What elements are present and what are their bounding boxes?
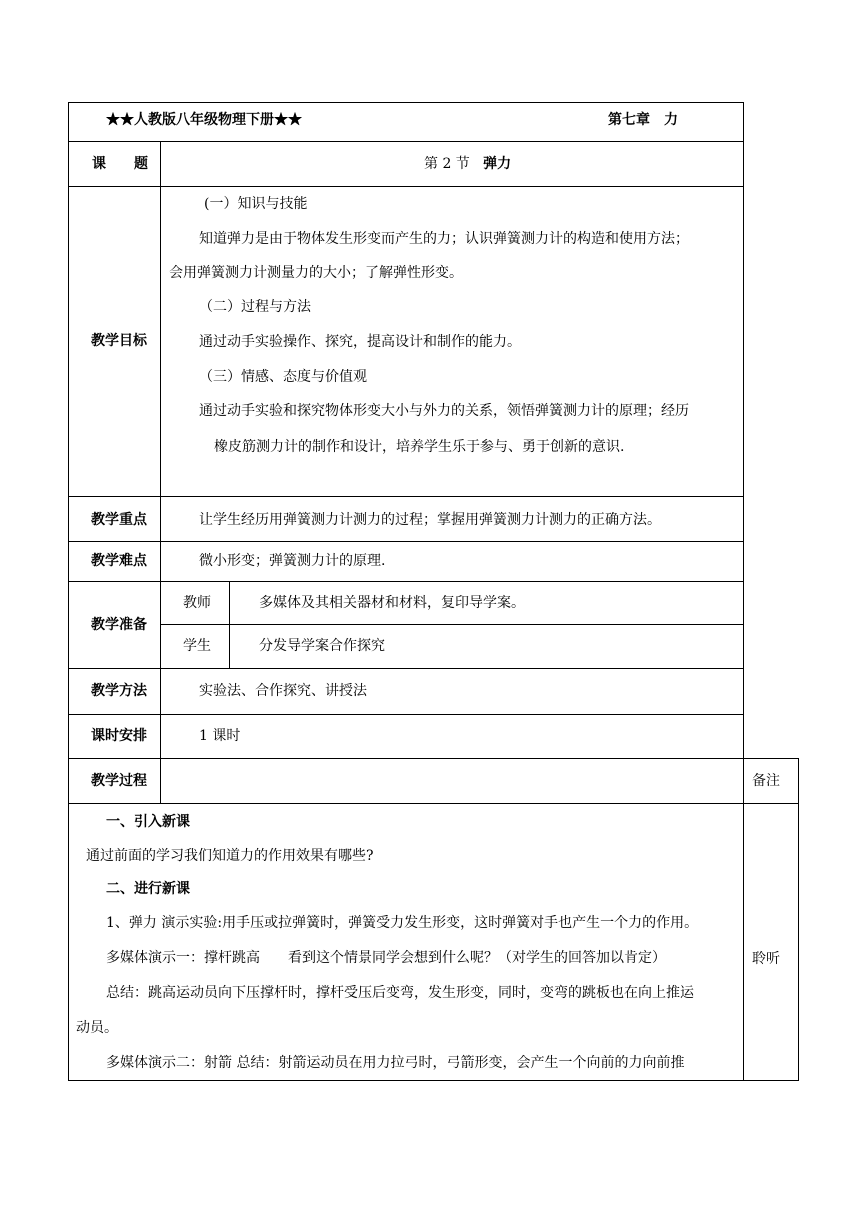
teacher-label: 教师 (183, 595, 211, 611)
grid-line (68, 803, 799, 804)
objectives-text: 橡皮筋测力计的制作和设计，培养学生乐于参与、勇于创新的意识. (214, 439, 625, 455)
objectives-text: 通过动手实验和探究物体形变大小与外力的关系，领悟弹簧测力计的原理；经历 (199, 403, 689, 419)
schedule-value: 1 课时 (199, 728, 241, 744)
grid-line (68, 102, 744, 103)
section-number: 第 2 节 (424, 156, 470, 172)
objectives-heading-2: （二）过程与方法 (199, 299, 311, 315)
topic-label: 课 题 (92, 156, 148, 172)
key-points-label: 教学重点 (91, 512, 147, 528)
document-title: ★★人教版八年级物理下册★★ (106, 112, 302, 128)
process-text: 通过前面的学习我们知道力的作用效果有哪些? (86, 848, 374, 864)
methods-label: 教学方法 (91, 683, 147, 699)
grid-line (68, 102, 69, 1081)
grid-line (229, 581, 230, 668)
process-label: 教学过程 (91, 773, 147, 789)
notes-label: 备注 (752, 773, 780, 789)
grid-line (68, 496, 744, 497)
process-text: 多媒体演示二：射箭 总结：射箭运动员在用力拉弓时，弓箭形变，会产生一个向前的力向前推 (106, 1055, 685, 1071)
section-title: 弹力 (483, 156, 512, 172)
difficulties-value: 微小形变；弹簧测力计的原理. (199, 553, 386, 569)
key-points-value: 让学生经历用弹簧测力计测力的过程；掌握用弹簧测力计测力的正确方法。 (199, 512, 661, 528)
grid-line (160, 141, 161, 803)
grid-line (68, 141, 744, 142)
grid-line (160, 624, 744, 625)
grid-line (68, 541, 744, 542)
objectives-text: 知道弹力是由于物体发生形变而产生的力；认识弹簧测力计的构造和使用方法； (199, 231, 689, 247)
notes-value: 聆听 (752, 951, 780, 967)
section-heading: 二、进行新课 (106, 881, 190, 897)
grid-line (68, 186, 744, 187)
objectives-heading-3: （三）情感、态度与价值观 (199, 369, 367, 385)
objectives-text: 通过动手实验操作、探究，提高设计和制作的能力。 (199, 334, 521, 350)
objectives-text: 会用弹簧测力计测量力的大小；了解弹性形变。 (169, 265, 463, 281)
grid-line (798, 758, 799, 1081)
chapter-label: 第七章 力 (608, 112, 678, 128)
student-value: 分发导学案合作探究 (259, 638, 385, 654)
student-label: 学生 (183, 638, 211, 654)
methods-value: 实验法、合作探究、讲授法 (199, 683, 367, 699)
grid-line (68, 758, 799, 759)
objectives-label: 教学目标 (91, 333, 147, 349)
schedule-label: 课时安排 (91, 728, 147, 744)
grid-line (743, 102, 744, 1081)
grid-line (68, 1080, 799, 1081)
difficulties-label: 教学难点 (91, 553, 147, 569)
preparation-label: 教学准备 (91, 617, 147, 633)
teacher-value: 多媒体及其相关器材和材料，复印导学案。 (259, 595, 525, 611)
process-text: 多媒体演示一：撑杆跳高 看到这个情景同学会想到什么呢？（对学生的回答加以肯定） (106, 950, 666, 966)
grid-line (68, 714, 744, 715)
grid-line (68, 581, 744, 582)
objectives-heading-1: (一）知识与技能 (204, 196, 308, 212)
topic-value (424, 155, 511, 173)
process-text: 1、弹力 演示实验:用手压或拉弹簧时，弹簧受力发生形变，这时弹簧对手也产生一个力的作用。 (106, 915, 699, 931)
process-text: 动员。 (76, 1020, 118, 1036)
process-text: 总结：跳高运动员向下压撑杆时，撑杆受压后变弯，发生形变，同时，变弯的跳板也在向上推运 (106, 985, 694, 1001)
grid-line (68, 668, 744, 669)
section-heading: 一、引入新课 (106, 814, 190, 830)
